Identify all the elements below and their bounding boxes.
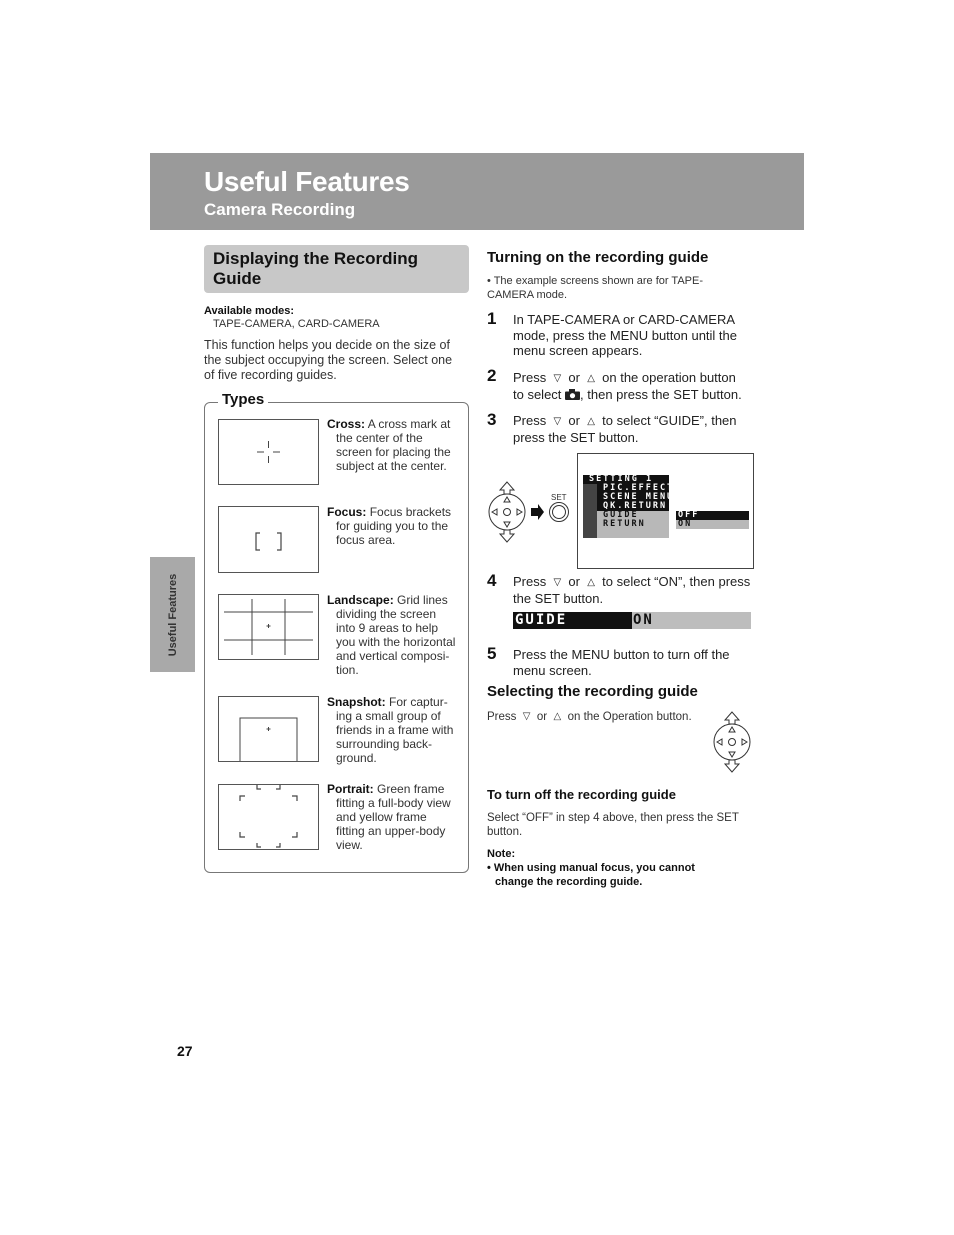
selecting-heading: Selecting the recording guide	[487, 683, 698, 700]
operation-button-illustration	[487, 480, 577, 544]
operation-button-icon	[712, 710, 754, 774]
modes-value: TAPE-CAMERA, CARD-CAMERA	[213, 318, 380, 330]
example-note: • The example screens shown are for TAPE-CAMERA mode.	[487, 275, 704, 301]
camera-icon	[565, 389, 580, 400]
note-text: • When using manual focus, you cannot change the recording guide.	[487, 862, 695, 888]
step-3-number: 3	[487, 410, 497, 429]
portrait-frame-icon	[219, 785, 318, 849]
menu-title: SETTING 1	[589, 474, 654, 484]
menu-item-qk-return: QK.RETURN	[603, 501, 668, 511]
snapshot-description: Snapshot: For captur- ing a small group of friends in a frame with surrounding back- ground.	[327, 695, 454, 765]
set-button-label: SET	[551, 493, 567, 502]
step-4-number: 4	[487, 571, 497, 590]
down-arrow-icon: ▽	[553, 577, 562, 588]
step-1-number: 1	[487, 309, 497, 328]
section-title: Displaying the Recording Guide	[213, 249, 418, 288]
note-label: Note:	[487, 848, 516, 860]
step-2-text: Press ▽ or △ on the operation button to select , then press the SET button.	[513, 370, 742, 402]
up-arrow-icon: △	[553, 711, 562, 722]
snapshot-guide-thumbnail	[218, 696, 319, 762]
step-3-text: Press ▽ or △ to select “GUIDE”, then press the SET button.	[513, 413, 737, 445]
step-5-text: Press the MENU button to turn off the menu screen.	[513, 647, 730, 678]
page-subtitle: Camera Recording	[204, 200, 356, 219]
modes-label: Available modes:	[204, 305, 295, 317]
side-tab-label: Useful Features	[166, 573, 179, 656]
landscape-guide-thumbnail	[218, 594, 319, 660]
guide-on-display	[513, 612, 751, 629]
page-title: Useful Features	[204, 166, 410, 197]
focus-guide-thumbnail	[218, 506, 319, 573]
turn-off-text: Select “OFF” in step 4 above, then press the SET button.	[487, 812, 739, 838]
focus-description: Focus: Focus brackets for guiding you to the focus area.	[327, 505, 452, 547]
menu-item-guide: GUIDE	[603, 510, 639, 520]
landscape-description: Landscape: Grid lines dividing the screen into 9 areas to help you with the horizontal and vertical composi- tion.	[327, 593, 456, 677]
cross-description: Cross: A cross mark at the center of the screen for placing the subject at the center.	[327, 417, 451, 473]
down-arrow-icon: ▽	[553, 373, 562, 384]
selecting-text: Press ▽ or △ on the Operation button.	[487, 711, 692, 723]
snapshot-frame-icon	[219, 697, 318, 761]
menu-item-return: RETURN	[603, 519, 646, 529]
intro-text: This function helps you decide on the size of the subject occupying the screen. Select one of five recording guides.	[204, 338, 453, 382]
menu-icon-column	[583, 484, 597, 538]
up-arrow-icon: △	[587, 416, 595, 427]
turning-on-heading: Turning on the recording guide	[487, 249, 709, 266]
portrait-description: Portrait: Green frame fitting a full-body view and yellow frame fitting an upper-body view.	[327, 782, 451, 852]
down-arrow-icon: ▽	[522, 711, 531, 722]
up-arrow-icon: △	[587, 577, 595, 588]
step-5-number: 5	[487, 644, 497, 663]
cross-guide-thumbnail	[218, 419, 319, 485]
turn-off-heading: To turn off the recording guide	[487, 787, 676, 802]
menu-item-pic-effect: PIC.EFFECT	[603, 483, 675, 493]
down-arrow-icon: ▽	[553, 416, 562, 427]
portrait-guide-thumbnail	[218, 784, 319, 850]
focus-brackets-icon	[219, 507, 318, 572]
menu-item-scene-menu: SCENE MENU	[603, 492, 675, 502]
step-4-text: Press ▽ or △ to select “ON”, then press the SET button.	[513, 574, 751, 606]
option-on: ON	[678, 519, 693, 529]
grid-lines-icon	[219, 595, 318, 659]
step-2-number: 2	[487, 366, 497, 385]
option-off: OFF	[678, 510, 700, 520]
guide-value: ON	[633, 612, 654, 628]
guide-label: GUIDE	[515, 612, 568, 628]
section-heading-box	[204, 245, 469, 293]
types-heading: Types	[218, 391, 268, 408]
up-arrow-icon: △	[587, 373, 595, 384]
step-1-text: In TAPE-CAMERA or CARD-CAMERA mode, press the MENU button until the menu screen appears.	[513, 312, 738, 358]
page-number: 27	[177, 1043, 193, 1059]
right-arrow-icon	[531, 504, 544, 520]
side-tab	[150, 557, 195, 672]
menu-screen	[577, 453, 754, 569]
cross-mark-icon	[219, 420, 318, 484]
